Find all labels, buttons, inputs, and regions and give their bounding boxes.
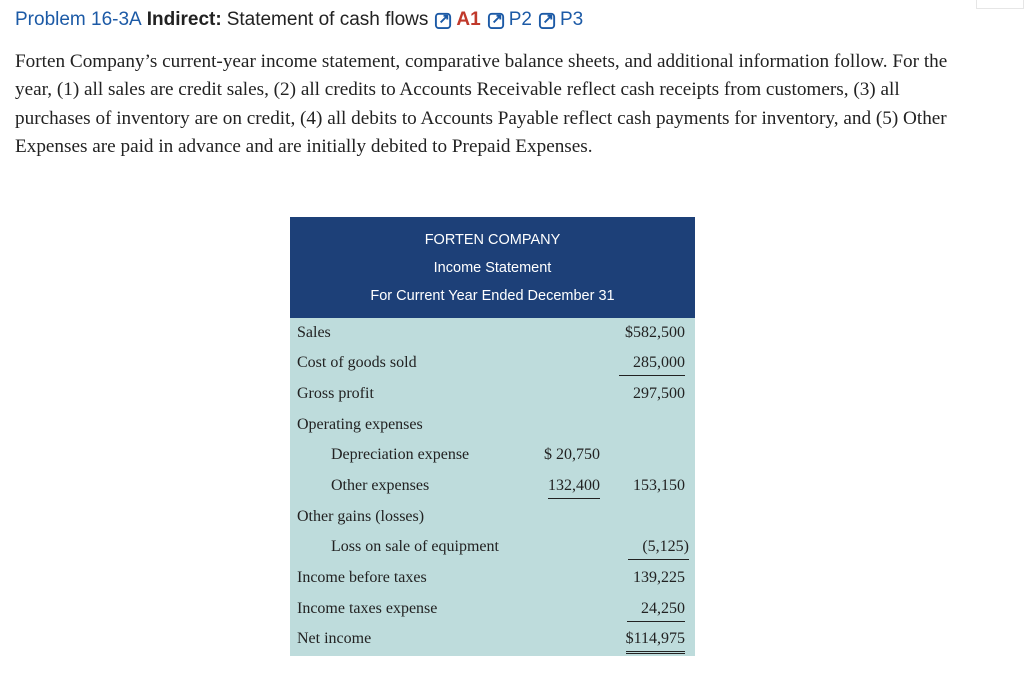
- row-cogs: [290, 348, 695, 378]
- row-label: Sales: [297, 324, 331, 341]
- row-value: $114,975: [626, 627, 685, 654]
- row-label: Depreciation expense: [331, 446, 470, 463]
- row-value: 297,500: [633, 385, 685, 402]
- row-value: 24,250: [627, 597, 685, 622]
- row-depreciation: [290, 440, 695, 470]
- row-label: Other expenses: [331, 477, 430, 494]
- scroll-corner: [976, 0, 1024, 9]
- row-label: Cost of goods sold: [297, 354, 417, 371]
- row-operating-expenses: [290, 410, 695, 440]
- row-value: 285,000: [619, 351, 685, 376]
- row-loss-on-sale: [290, 532, 695, 562]
- row-label: Net income: [297, 630, 372, 647]
- row-value-inner: $ 20,750: [544, 446, 600, 463]
- row-label: Income taxes expense: [297, 600, 438, 617]
- row-label: Gross profit: [297, 385, 374, 402]
- row-gross-profit: [290, 379, 695, 409]
- statement-header: [290, 217, 695, 318]
- external-link-icon: [434, 11, 453, 30]
- row-label: Income before taxes: [297, 569, 427, 586]
- problem-title: [15, 9, 583, 31]
- row-value: $582,500: [625, 324, 685, 341]
- problem-intro-text: Forten Company’s current-year income statement, comparative balance sheets, and additional information follow. For the year, (1) all sales are credit sales, (2) all credits to Accounts Receivable reflect cash receipts from customers, (3) all purchases of inventory are on credit, (4) all debits to Accounts Payable reflect cash payments for inventory, and (5) Other Expenses are paid in advance and are initially debited to Prepaid Expenses.: [15, 51, 948, 157]
- objective-label: P2: [508, 9, 532, 30]
- row-value-inner: 132,400: [548, 474, 600, 499]
- row-value: (5,125): [628, 535, 689, 560]
- row-sales: [290, 318, 695, 348]
- objective-label: P3: [559, 9, 584, 30]
- statement-period: For Current Year Ended December 31: [370, 288, 615, 304]
- problem-number: Problem 16-3A: [15, 9, 142, 30]
- statement-title: Income Statement: [433, 260, 552, 276]
- row-value: 153,150: [633, 477, 685, 494]
- row-net-income: [290, 624, 695, 654]
- row-income-taxes: [290, 594, 695, 624]
- company-name: FORTEN COMPANY: [424, 232, 561, 248]
- objective-label: A1: [456, 9, 481, 30]
- row-label: Loss on sale of equipment: [331, 538, 499, 555]
- row-income-before-taxes: [290, 563, 695, 593]
- row-value: 139,225: [633, 569, 685, 586]
- problem-type: Indirect:: [146, 9, 222, 30]
- problem-description: Statement of cash flows: [226, 9, 429, 30]
- objective-p3-link[interactable]: [538, 9, 583, 31]
- row-other-gains: [290, 502, 695, 532]
- objective-a1-link[interactable]: [434, 9, 480, 31]
- row-label: Other gains (losses): [297, 508, 425, 525]
- objective-p2-link[interactable]: [487, 9, 532, 31]
- external-link-icon: [487, 11, 506, 30]
- row-label: Operating expenses: [297, 416, 423, 433]
- external-link-icon: [538, 11, 557, 30]
- row-other-expenses: [290, 471, 695, 501]
- income-statement: [290, 217, 695, 656]
